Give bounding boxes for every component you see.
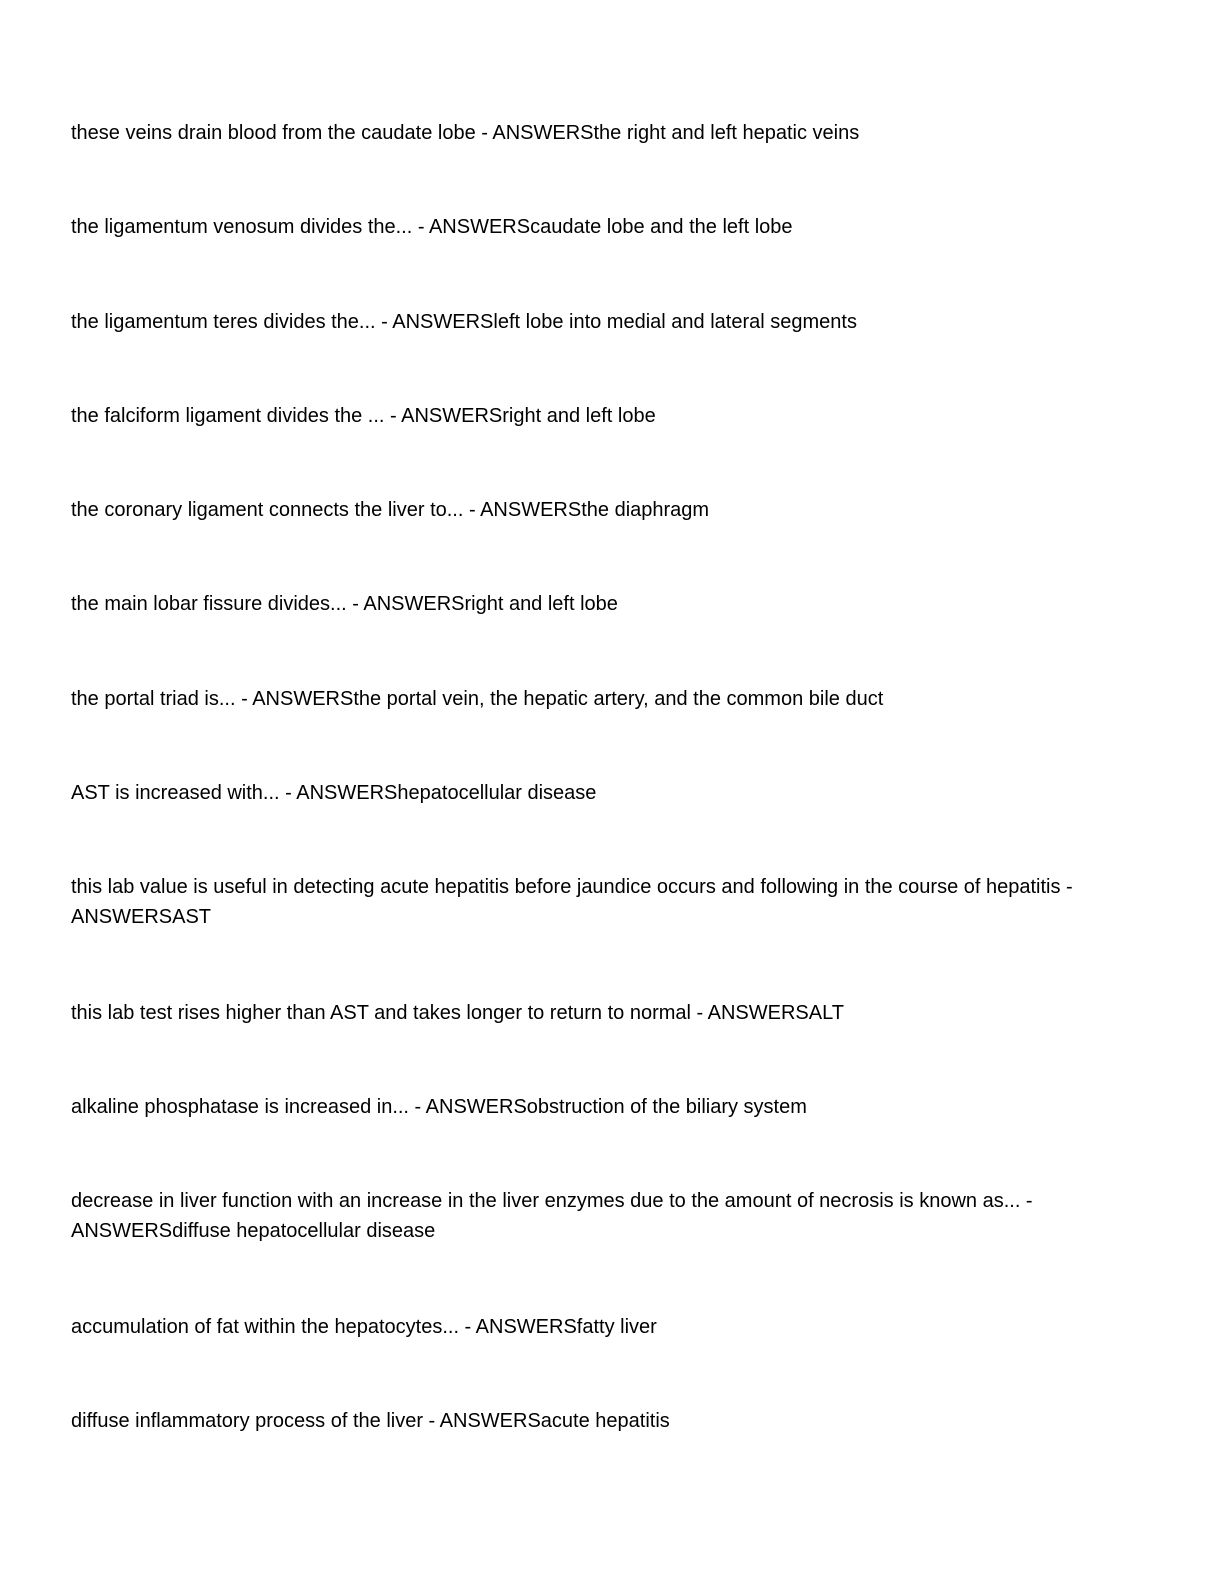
qa-entry: the main lobar fissure divides... - ANSWERSright and left lobe [71,593,618,615]
qa-entry: the coronary ligament connects the liver to... - ANSWERSthe diaphragm [71,499,710,521]
qa-entry: the falciform ligament divides the ... - ANSWERSright and left lobe [71,405,656,427]
qa-entry: the portal triad is... - ANSWERSthe portal vein, the hepatic artery, and the common bile duct [71,688,884,710]
qa-entry: this lab value is useful in detecting acute hepatitis before jaundice occurs and following in the course of hepatitis - ANSWERSAST [71,876,1073,928]
qa-entry: accumulation of fat within the hepatocytes... - ANSWERSfatty liver [71,1316,657,1338]
qa-entry: the ligamentum venosum divides the... - ANSWERScaudate lobe and the left lobe [71,216,793,238]
qa-entry: the ligamentum teres divides the... - ANSWERSleft lobe into medial and lateral segments [71,311,857,333]
qa-entry: alkaline phosphatase is increased in... - ANSWERSobstruction of the biliary system [71,1096,807,1118]
qa-entry: diffuse inflammatory process of the liver - ANSWERSacute hepatitis [71,1410,670,1432]
qa-entry: decrease in liver function with an increase in the liver enzymes due to the amount of necrosis is known as... - ANSWERSdiffuse hepatocellular disease [71,1190,1033,1242]
qa-entry: this lab test rises higher than AST and takes longer to return to normal - ANSWERSALT [71,1002,844,1024]
qa-entry: these veins drain blood from the caudate lobe - ANSWERSthe right and left hepatic veins [71,122,860,144]
qa-entry: AST is increased with... - ANSWERShepatocellular disease [71,782,597,804]
